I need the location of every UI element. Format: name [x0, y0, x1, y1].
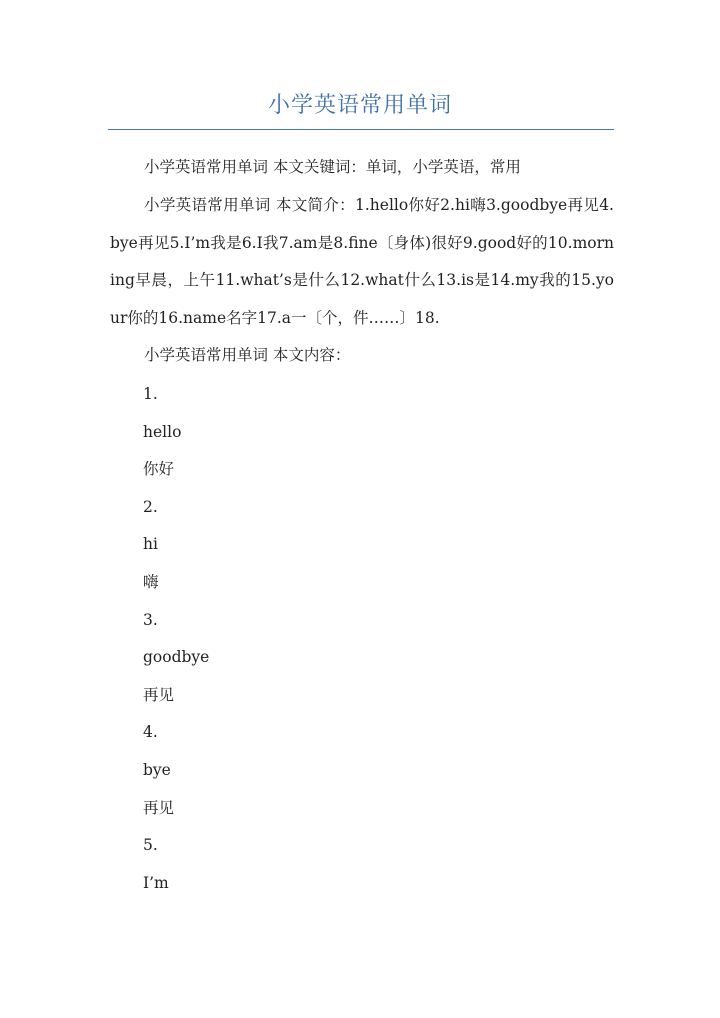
content-label: 小学英语常用单词 本文内容： — [144, 346, 351, 364]
title-underline — [108, 129, 614, 130]
list-item: I’m — [143, 873, 169, 892]
list-item: 嗨 — [143, 572, 159, 591]
keywords-paragraph: 小学英语常用单词 本文关键词：单词，小学英语，常用 — [144, 158, 521, 176]
list-item: 再见 — [143, 798, 175, 817]
list-item: 再见 — [143, 685, 175, 704]
list-item: bye — [143, 760, 171, 779]
list-item: 你好 — [143, 460, 175, 479]
list-item: 2. — [143, 497, 158, 516]
word-list — [143, 376, 209, 902]
summary-paragraph: 小学英语常用单词 本文简介：1.hello你好2.hi嗨3.goodbye再见4.bye再见5.I’m我是6.I我7.am是8.fine〔身体)很好9.good好的10.morning早晨，上午11.what’s是什么12.what什么13.is是14.my我的15.your你的16.name名字17.a一〔个，件……〕18. — [110, 196, 614, 327]
list-item: 1. — [143, 385, 158, 403]
list-item: hi — [143, 535, 158, 554]
list-item: hello — [143, 422, 182, 441]
list-item: goodbye — [143, 648, 210, 667]
document-title: 小学英语常用单词 — [267, 93, 452, 118]
list-item: 5. — [143, 836, 158, 855]
list-item: 4. — [143, 723, 158, 742]
list-item: 3. — [143, 610, 158, 629]
